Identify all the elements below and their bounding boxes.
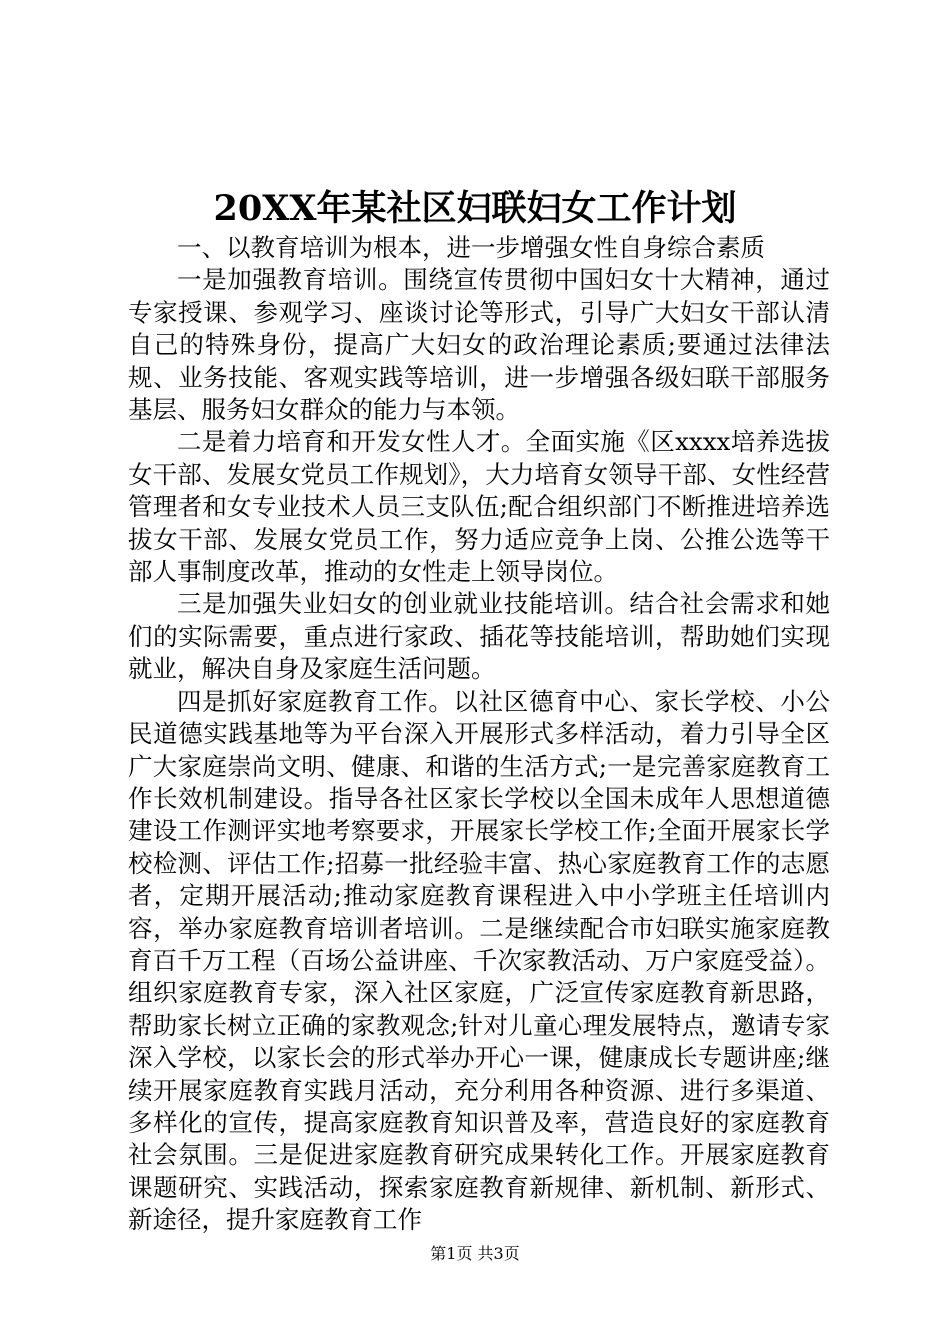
paragraph: 四是抓好家庭教育工作。以社区德育中心、家长学校、小公民道德实践基地等为平台深入开展形式多样活动，着力引导全区广大家庭崇尚文明、健康、和谐的生活方式;一是完善家庭教育工作长效机制建设。指导各社区家长学校以全国未成年人思想道德建设工作测评实地考察要求，开展家长学校工作;全面开展家长学校检测、评估工作;招募一批经验丰富、热心家庭教育工作的志愿者，定期开展活动;推动家庭教育课程进入中小学班主任培训内容，举办家庭教育培训者培训。二是继续配合市妇联实施家庭教育百千万工程（百场公益讲座、千次家教活动、万户家庭受益）。组织家庭教育专家，深入社区家庭，广泛宣传家庭教育新思路，帮助家长树立正确的家教观念;针对儿童心理发展特点，邀请专家深入学校，以家长会的形式举办开心一课，健康成长专题讲座;继续开展家庭教育实践月活动，充分利用各种资源、进行多渠道、多样化的宣传，提高家庭教育知识普及率，营造良好的家庭教育社会氛围。三是促进家庭教育研究成果转化工作。开展家庭教育课题研究、实践活动，探索家庭教育新规律、新机制、新形式、新途径，提升家庭教育工作	[128, 686, 830, 1235]
document-title: 20XX年某社区妇联妇女工作计划	[213, 188, 737, 229]
paragraph: 二是着力培育和开发女性人才。全面实施《区xxxx培养选拔女干部、发展女党员工作规划》，大力培育女领导干部、女性经营管理者和女专业技术人员三支队伍;配合组织部门不断推进培养选拔女干部、发展女党员工作，努力适应竞争上岗、公推公选等干部人事制度改革，推动的女性走上领导岗位。	[128, 427, 830, 587]
paragraph: 一是加强教育培训。围绕宣传贯彻中国妇女十大精神，通过专家授课、参观学习、座谈讨论等形式，引导广大妇女干部认清自己的特殊身份，提高广大妇女的政治理论素质;要通过法律法规、业务技能、客观实践等培训，进一步增强各级妇联干部服务基层、服务妇女群众的能力与本领。	[128, 265, 830, 425]
section-heading: 一、以教育培训为根本，进一步增强女性自身综合素质	[177, 233, 765, 262]
page-number-footer: 第1页 共3页	[430, 1244, 520, 1263]
paragraph: 三是加强失业妇女的创业就业技能培训。结合社会需求和她们的实际需要，重点进行家政、插花等技能培训，帮助她们实现就业，解决自身及家庭生活问题。	[128, 589, 830, 684]
document-body	[128, 232, 830, 1237]
